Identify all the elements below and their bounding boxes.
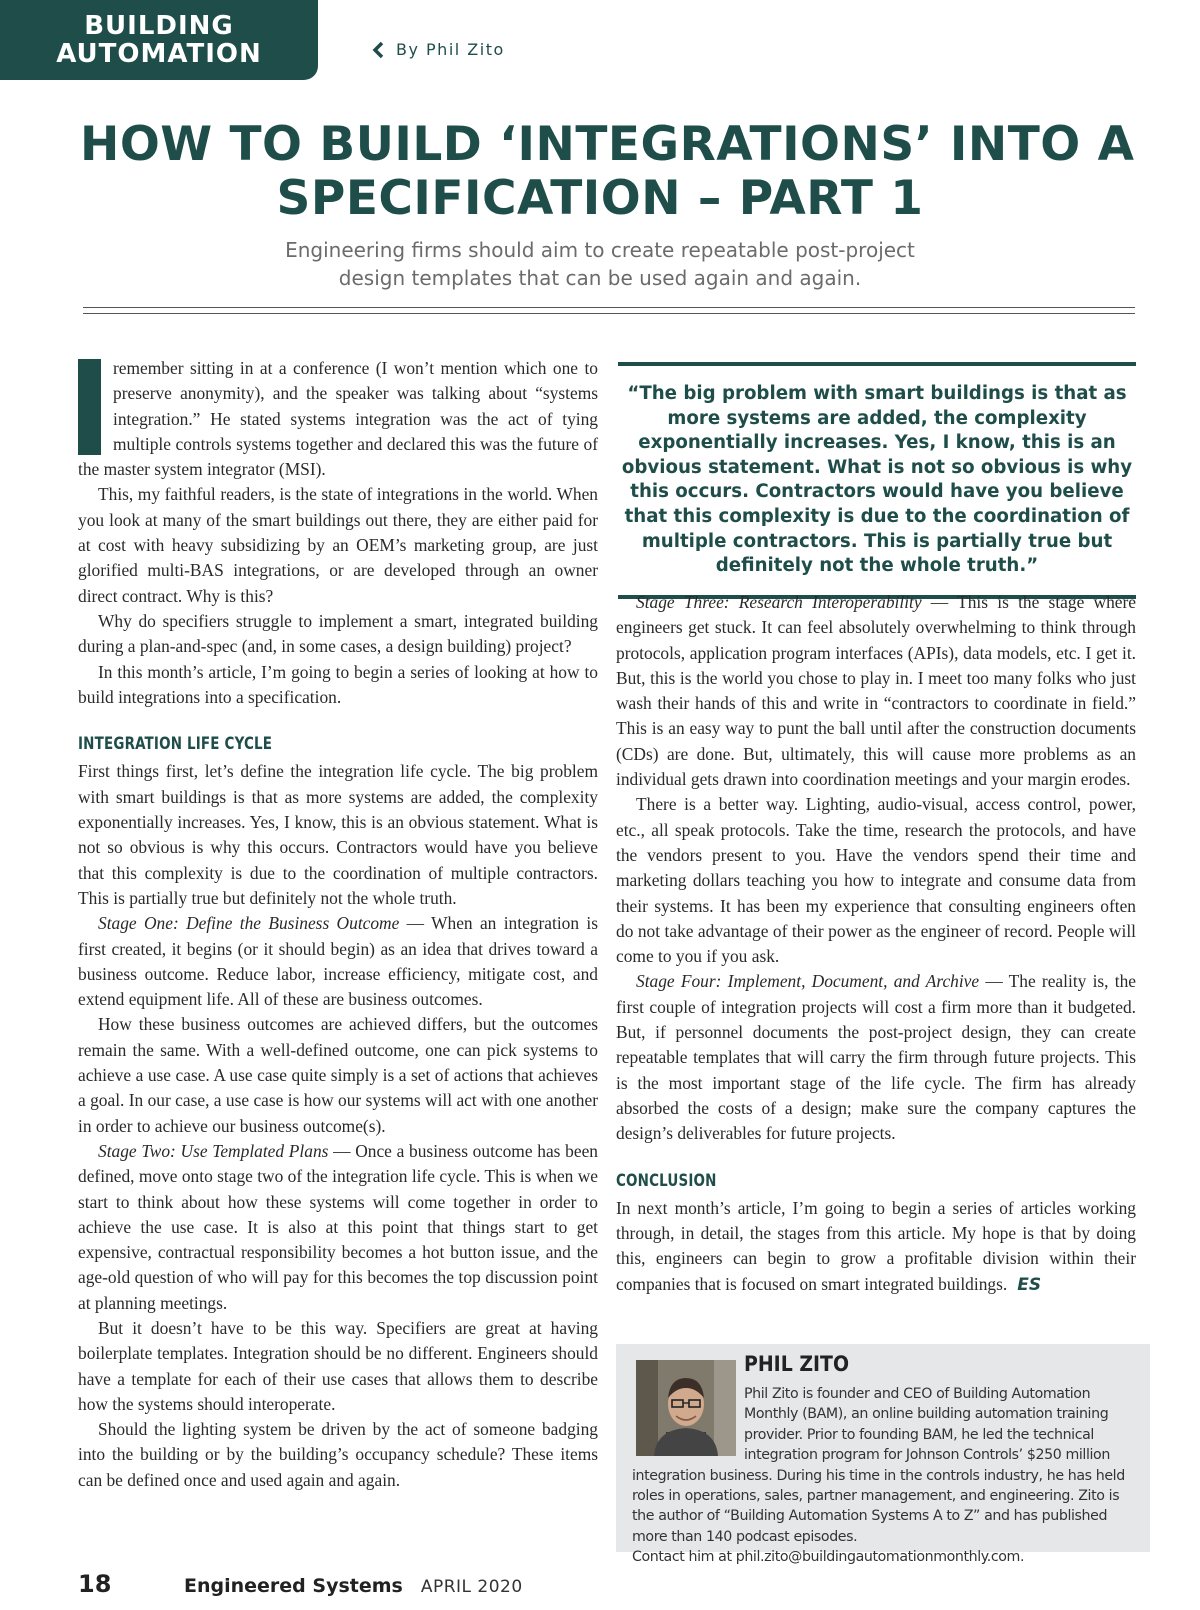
pull-quote: “The big problem with smart buildings is that as more systems are added, the complexity exponentially increases. Yes, I know, this is an obvious statement. What is not so obvious is why this occurs. Contractors would have you believe that this complexity is due to the coordination of multiple contractors. This is partially true but definitely not the whole truth.”: [618, 362, 1136, 599]
deck-line2: design templates that can be used again and again.: [338, 266, 862, 290]
headline-line2: SPECIFICATION – PART 1: [276, 171, 924, 226]
stage-two-paragraph: [78, 1139, 598, 1316]
stage-two-paragraph-2: But it doesn’t have to be this way. Specifiers are great at having boilerplate templates. Integration should be no different. Engineers should have a template for each of their use cases that allows them to describe how the systems should interoperate.: [78, 1317, 598, 1414]
stage-three-paragraph: [616, 590, 1136, 792]
intro-paragraph-1: [78, 356, 598, 482]
stage-three-text: — This is the stage where engineers get stuck. It can feel absolutely overwhelming to think through protocols, application program interfaces (APIs), data models, etc. I get it. But, this is the world you chose to play in. I meet too many folks who just wash their hands of this and write in “contractors to coordinate in field.” This is an easy way to punt the ball until after the construction documents (CDs) are done. But, ultimately, this will cause more problems as an individual gets drawn into coordination meetings and your margin erodes.: [616, 592, 1136, 790]
stage-one-paragraph-2: How these business outcomes are achieved differs, but the outcomes remain the same. With a well-defined outcome, one can pick systems to achieve a use case. A use case quite simply is a set of actions that achieves a goal. In our case, a use case is how our systems will act with one another in order to achieve our business outcome(s).: [78, 1014, 598, 1136]
deck-line1: Engineering firms should aim to create repeatable post-project: [285, 238, 915, 262]
end-mark-es: ES: [1017, 1274, 1042, 1295]
bio-description: Phil Zito is founder and CEO of Building Automation Monthly (BAM), an online building automation training provider. Prior to founding BAM, he led the technical integration program for Johnson Controls’ $250 million integration business. During his time in the controls industry, he has held roles in operations, sales, partner management, and engineering. Zito is the author of “Building Automation Systems A to Z” and has published more than 140 podcast episodes.: [632, 1386, 1125, 1545]
section-label-line2: AUTOMATION: [56, 39, 262, 69]
stage-two-paragraph-3: Should the lighting system be driven by the act of someone badging into the building or by the building’s occupancy schedule? These items can be defined once and used again and again.: [78, 1419, 598, 1490]
section-tab: [0, 0, 318, 80]
stage-two-label: Stage Two: Use Templated Plans: [98, 1140, 329, 1161]
issue-date: APRIL 2020: [420, 1577, 523, 1597]
byline: [372, 40, 505, 59]
bio-contact: Contact him at phil.zito@buildingautomationmonthly.com.: [632, 1549, 1025, 1566]
intro-paragraph-4: In this month’s article, I’m going to begin a series of looking at how to build integrations into a specification.: [78, 661, 598, 707]
dropcap-i: [78, 359, 101, 455]
stage-one-text: — When an integration is first created, it begins (or it should begin) as an idea that drives toward a business outcome. Reduce labor, increase efficiency, mitigate cost, and extend equipment life. All of these are business outcomes.: [78, 913, 598, 1010]
article-headline: [80, 117, 1135, 226]
page-number: 18: [78, 1570, 112, 1598]
subhead-integration-life-cycle: INTEGRATION LIFE CYCLE: [78, 734, 273, 755]
author-bio-box: [616, 1344, 1150, 1566]
stage-one-paragraph: [78, 911, 598, 1012]
stage-three-label: Stage Three: Research Interoperability: [636, 592, 922, 612]
conclusion-paragraph: [616, 1196, 1136, 1298]
intro-p1-text: remember sitting in at a conference (I won’t mention which one to preserve anonymity), and the speaker was talking about “systems integration.” He stated systems integration was the act of tying multiple controls systems together and declared this was the future of the master system integrator (MSI).: [78, 358, 598, 480]
stage-four-text: — The reality is, the first couple of integration projects will cost a firm more than it budgeted. But, if personnel documents the post-project design, they can create repeatable templates that will carry the firm through future projects. This is the most important stage of the life cycle. The firm has already absorbed the costs of a design; make sure the company captures the design’s deliverables for future projects.: [616, 971, 1136, 1144]
subhead-conclusion: CONCLUSION: [616, 1170, 717, 1191]
divider-top: [83, 307, 1135, 308]
stage-four-label: Stage Four: Implement, Document, and Archive: [636, 971, 980, 992]
conclusion-text: In next month’s article, I’m going to begin a series of articles working through, in detail, the stages from this article. My hope is that by doing this, engineers can begin to grow a profitable division within their companies that is focused on smart integrated buildings.: [616, 1197, 1136, 1294]
lifecycle-paragraph-1: First things first, let’s define the integration life cycle. The big problem with smart buildings is that as more systems are added, the complexity exponentially increases. Yes, I know, this is an obvious statement. What is not so obvious is why this occurs. Contractors would have you believe that this complexity is due to the coordination of multiple contractors. This is partially true but definitely not the whole truth.: [78, 761, 598, 908]
publication-name: Engineered Systems: [184, 1575, 403, 1597]
divider-bottom: [83, 313, 1135, 314]
page-footer: [78, 1570, 523, 1598]
author-name: PHIL ZITO: [744, 1352, 850, 1376]
stage-three-paragraph-2: There is a better way. Lighting, audio-visual, access control, power, etc., all speak protocols. Take the time, research the protocols, and have the vendors present to you. Have the vendors spend their time and marketing dollars teaching you how to integrate and consume data from their systems. It has been my experience that consulting engineers often do not take advantage of their power as the engineer of record. People will come to you if you ask.: [616, 794, 1136, 967]
chevron-left-icon: [372, 41, 384, 59]
left-column: [78, 356, 598, 1493]
article-deck: [200, 236, 1000, 292]
author-bio-text: [632, 1384, 1144, 1568]
stage-one-label: Stage One: Define the Business Outcome: [98, 913, 400, 934]
stage-four-paragraph: [616, 969, 1136, 1146]
author-byline: By Phil Zito: [396, 40, 505, 59]
headline-line1: HOW TO BUILD ‘INTEGRATIONS’ INTO A: [80, 117, 1135, 172]
intro-paragraph-2: This, my faithful readers, is the state of integrations in the world. When you look at many of the smart buildings out there, they are either paid for at cost with heavy subsidizing by an OEM’s marketing group, are just glorified multi-BAS integrations, or are developed through an owner direct contract. Why is this?: [78, 484, 598, 606]
section-label-line1: BUILDING: [84, 11, 234, 41]
stage-two-text: — Once a business outcome has been defined, move onto stage two of the integration life cycle. This is when we start to think about how these systems will come together in order to achieve the use case. It is also at this point that things start to get expensive, contractual responsibility becomes a hot button issue, and the age-old question of who will pay for this becomes the top discussion point at planning meetings.: [78, 1140, 598, 1313]
intro-paragraph-3: Why do specifiers struggle to implement a smart, integrated building during a plan-and-spec (and, in some cases, a design building) project?: [78, 610, 598, 657]
right-column: [616, 590, 1136, 1298]
